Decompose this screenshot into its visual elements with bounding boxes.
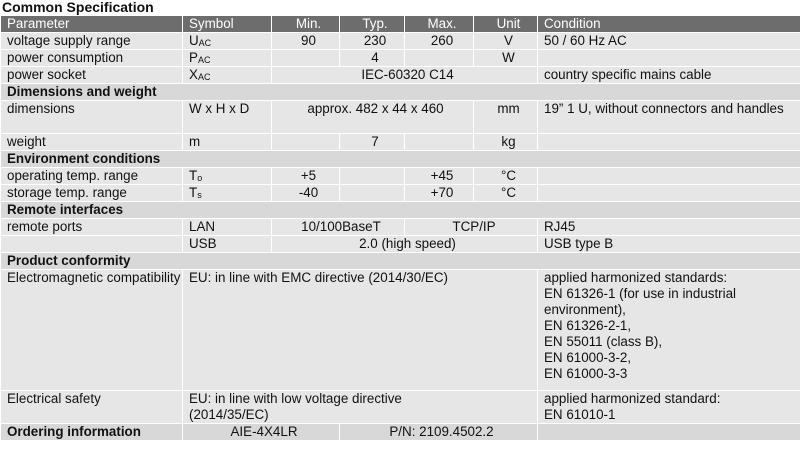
symbol-main: T xyxy=(189,168,198,183)
cell-min: 90 xyxy=(272,33,340,50)
header-condition: Condition xyxy=(538,16,800,33)
cell-parameter: power socket xyxy=(1,67,183,84)
cell-parameter: storage temp. range xyxy=(1,185,183,202)
cell-condition xyxy=(538,185,800,202)
cell-typ: 4 xyxy=(340,50,405,67)
table-row xyxy=(1,168,800,185)
table-row xyxy=(1,50,800,67)
header-unit: Unit xyxy=(474,16,538,33)
symbol-sub: AC xyxy=(198,38,212,48)
condition-line: applied harmonized standards: xyxy=(544,270,728,285)
cell-condition: country specific mains cable xyxy=(538,67,800,84)
condition-line: environment), xyxy=(544,302,626,317)
symbol-sub: AC xyxy=(197,55,211,65)
table-row xyxy=(1,391,800,424)
header-typ: Typ. xyxy=(340,16,405,33)
table-row xyxy=(1,67,800,84)
cell-condition xyxy=(538,134,800,151)
cell-min xyxy=(272,50,340,67)
section-row xyxy=(1,253,800,270)
cell-speed: 10/100BaseT xyxy=(272,219,405,236)
section-row xyxy=(1,84,800,101)
cell-condition: 50 / 60 Hz AC xyxy=(538,33,800,50)
cell-unit: °C xyxy=(474,168,538,185)
header-symbol: Symbol xyxy=(183,16,272,33)
value-line: EU: in line with low voltage directive xyxy=(189,391,402,406)
cell-condition xyxy=(538,50,800,67)
cell-typ: 230 xyxy=(340,33,405,50)
cell-symbol xyxy=(183,50,272,67)
condition-line: EN 55011 (class B), xyxy=(544,334,663,349)
cell-parameter: Electromagnetic compatibility xyxy=(1,270,183,391)
section-title: Dimensions and weight xyxy=(1,84,800,101)
section-title: Remote interfaces xyxy=(1,202,800,219)
cell-typ xyxy=(340,168,405,185)
cell-value xyxy=(183,391,538,424)
cell-max xyxy=(405,134,474,151)
ordering-part-number: P/N: 2109.4502.2 xyxy=(340,424,538,441)
table-header-row xyxy=(1,16,800,33)
cell-symbol: LAN xyxy=(183,219,272,236)
cell-min xyxy=(272,134,340,151)
page-title: Common Specification xyxy=(2,0,154,15)
cell-protocol: TCP/IP xyxy=(405,219,538,236)
symbol-sub: o xyxy=(197,173,203,183)
condition-line: EN 61000-3-2, xyxy=(544,350,632,365)
condition-line: EN 61326-2-1, xyxy=(544,318,632,333)
symbol-sub: s xyxy=(197,190,202,200)
cell-parameter: remote ports xyxy=(1,219,183,236)
table-row xyxy=(1,270,800,391)
ordering-label: Ordering information xyxy=(1,424,183,441)
cell-condition xyxy=(538,424,800,441)
symbol-main: X xyxy=(189,67,198,82)
cell-max xyxy=(405,50,474,67)
cell-condition xyxy=(538,168,800,185)
cell-max: 260 xyxy=(405,33,474,50)
symbol-main: T xyxy=(189,185,198,200)
table-row xyxy=(1,219,800,236)
ordering-row xyxy=(1,424,800,441)
cell-typ: 7 xyxy=(340,134,405,151)
cell-max: +70 xyxy=(405,185,474,202)
table-row xyxy=(1,101,800,134)
cell-parameter: Electrical safety xyxy=(1,391,183,424)
cell-value: approx. 482 x 44 x 460 xyxy=(272,101,474,134)
cell-parameter: power consumption xyxy=(1,50,183,67)
table-row xyxy=(1,33,800,50)
table-row xyxy=(1,236,800,253)
table-row xyxy=(1,185,800,202)
cell-parameter: weight xyxy=(1,134,183,151)
section-row xyxy=(1,151,800,168)
value-line: (2014/35/EC) xyxy=(189,407,269,422)
cell-value: 2.0 (high speed) xyxy=(272,236,538,253)
table-row xyxy=(1,134,800,151)
section-row xyxy=(1,202,800,219)
cell-condition: RJ45 xyxy=(538,219,800,236)
cell-parameter: dimensions xyxy=(1,101,183,134)
cell-symbol xyxy=(183,168,272,185)
ordering-model: AIE-4X4LR xyxy=(183,424,340,441)
cell-parameter xyxy=(1,236,183,253)
condition-line: applied harmonized standard: xyxy=(544,391,721,406)
cell-symbol xyxy=(183,185,272,202)
symbol-sub: AC xyxy=(197,72,211,82)
cell-typ xyxy=(340,185,405,202)
cell-symbol xyxy=(183,67,272,84)
cell-unit: kg xyxy=(474,134,538,151)
cell-unit: V xyxy=(474,33,538,50)
symbol-main: U xyxy=(189,33,199,48)
cell-parameter: voltage supply range xyxy=(1,33,183,50)
header-max: Max. xyxy=(405,16,474,33)
symbol-main: P xyxy=(189,50,198,65)
header-min: Min. xyxy=(272,16,340,33)
cell-symbol: USB xyxy=(183,236,272,253)
condition-line: EN 61326-1 (for use in industrial xyxy=(544,286,737,301)
condition-line: EN 61000-3-3 xyxy=(544,366,628,381)
cell-unit: mm xyxy=(474,101,538,134)
cell-unit: W xyxy=(474,50,538,67)
cell-condition: 19” 1 U, without connectors and handles xyxy=(538,101,800,134)
cell-unit: °C xyxy=(474,185,538,202)
cell-symbol: W x H x D xyxy=(183,101,272,134)
cell-parameter: operating temp. range xyxy=(1,168,183,185)
cell-min: -40 xyxy=(272,185,340,202)
cell-condition xyxy=(538,270,800,391)
cell-value: EU: in line with EMC directive (2014/30/EC) xyxy=(183,270,538,391)
cell-condition: USB type B xyxy=(538,236,800,253)
condition-line: EN 61010-1 xyxy=(544,407,616,422)
cell-symbol xyxy=(183,33,272,50)
cell-min: +5 xyxy=(272,168,340,185)
section-title: Product conformity xyxy=(1,253,800,270)
header-parameter: Parameter xyxy=(1,16,183,33)
specification-table xyxy=(0,15,800,441)
cell-max: +45 xyxy=(405,168,474,185)
cell-value: IEC-60320 C14 xyxy=(272,67,538,84)
cell-condition xyxy=(538,391,800,424)
cell-symbol: m xyxy=(183,134,272,151)
section-title: Environment conditions xyxy=(1,151,800,168)
